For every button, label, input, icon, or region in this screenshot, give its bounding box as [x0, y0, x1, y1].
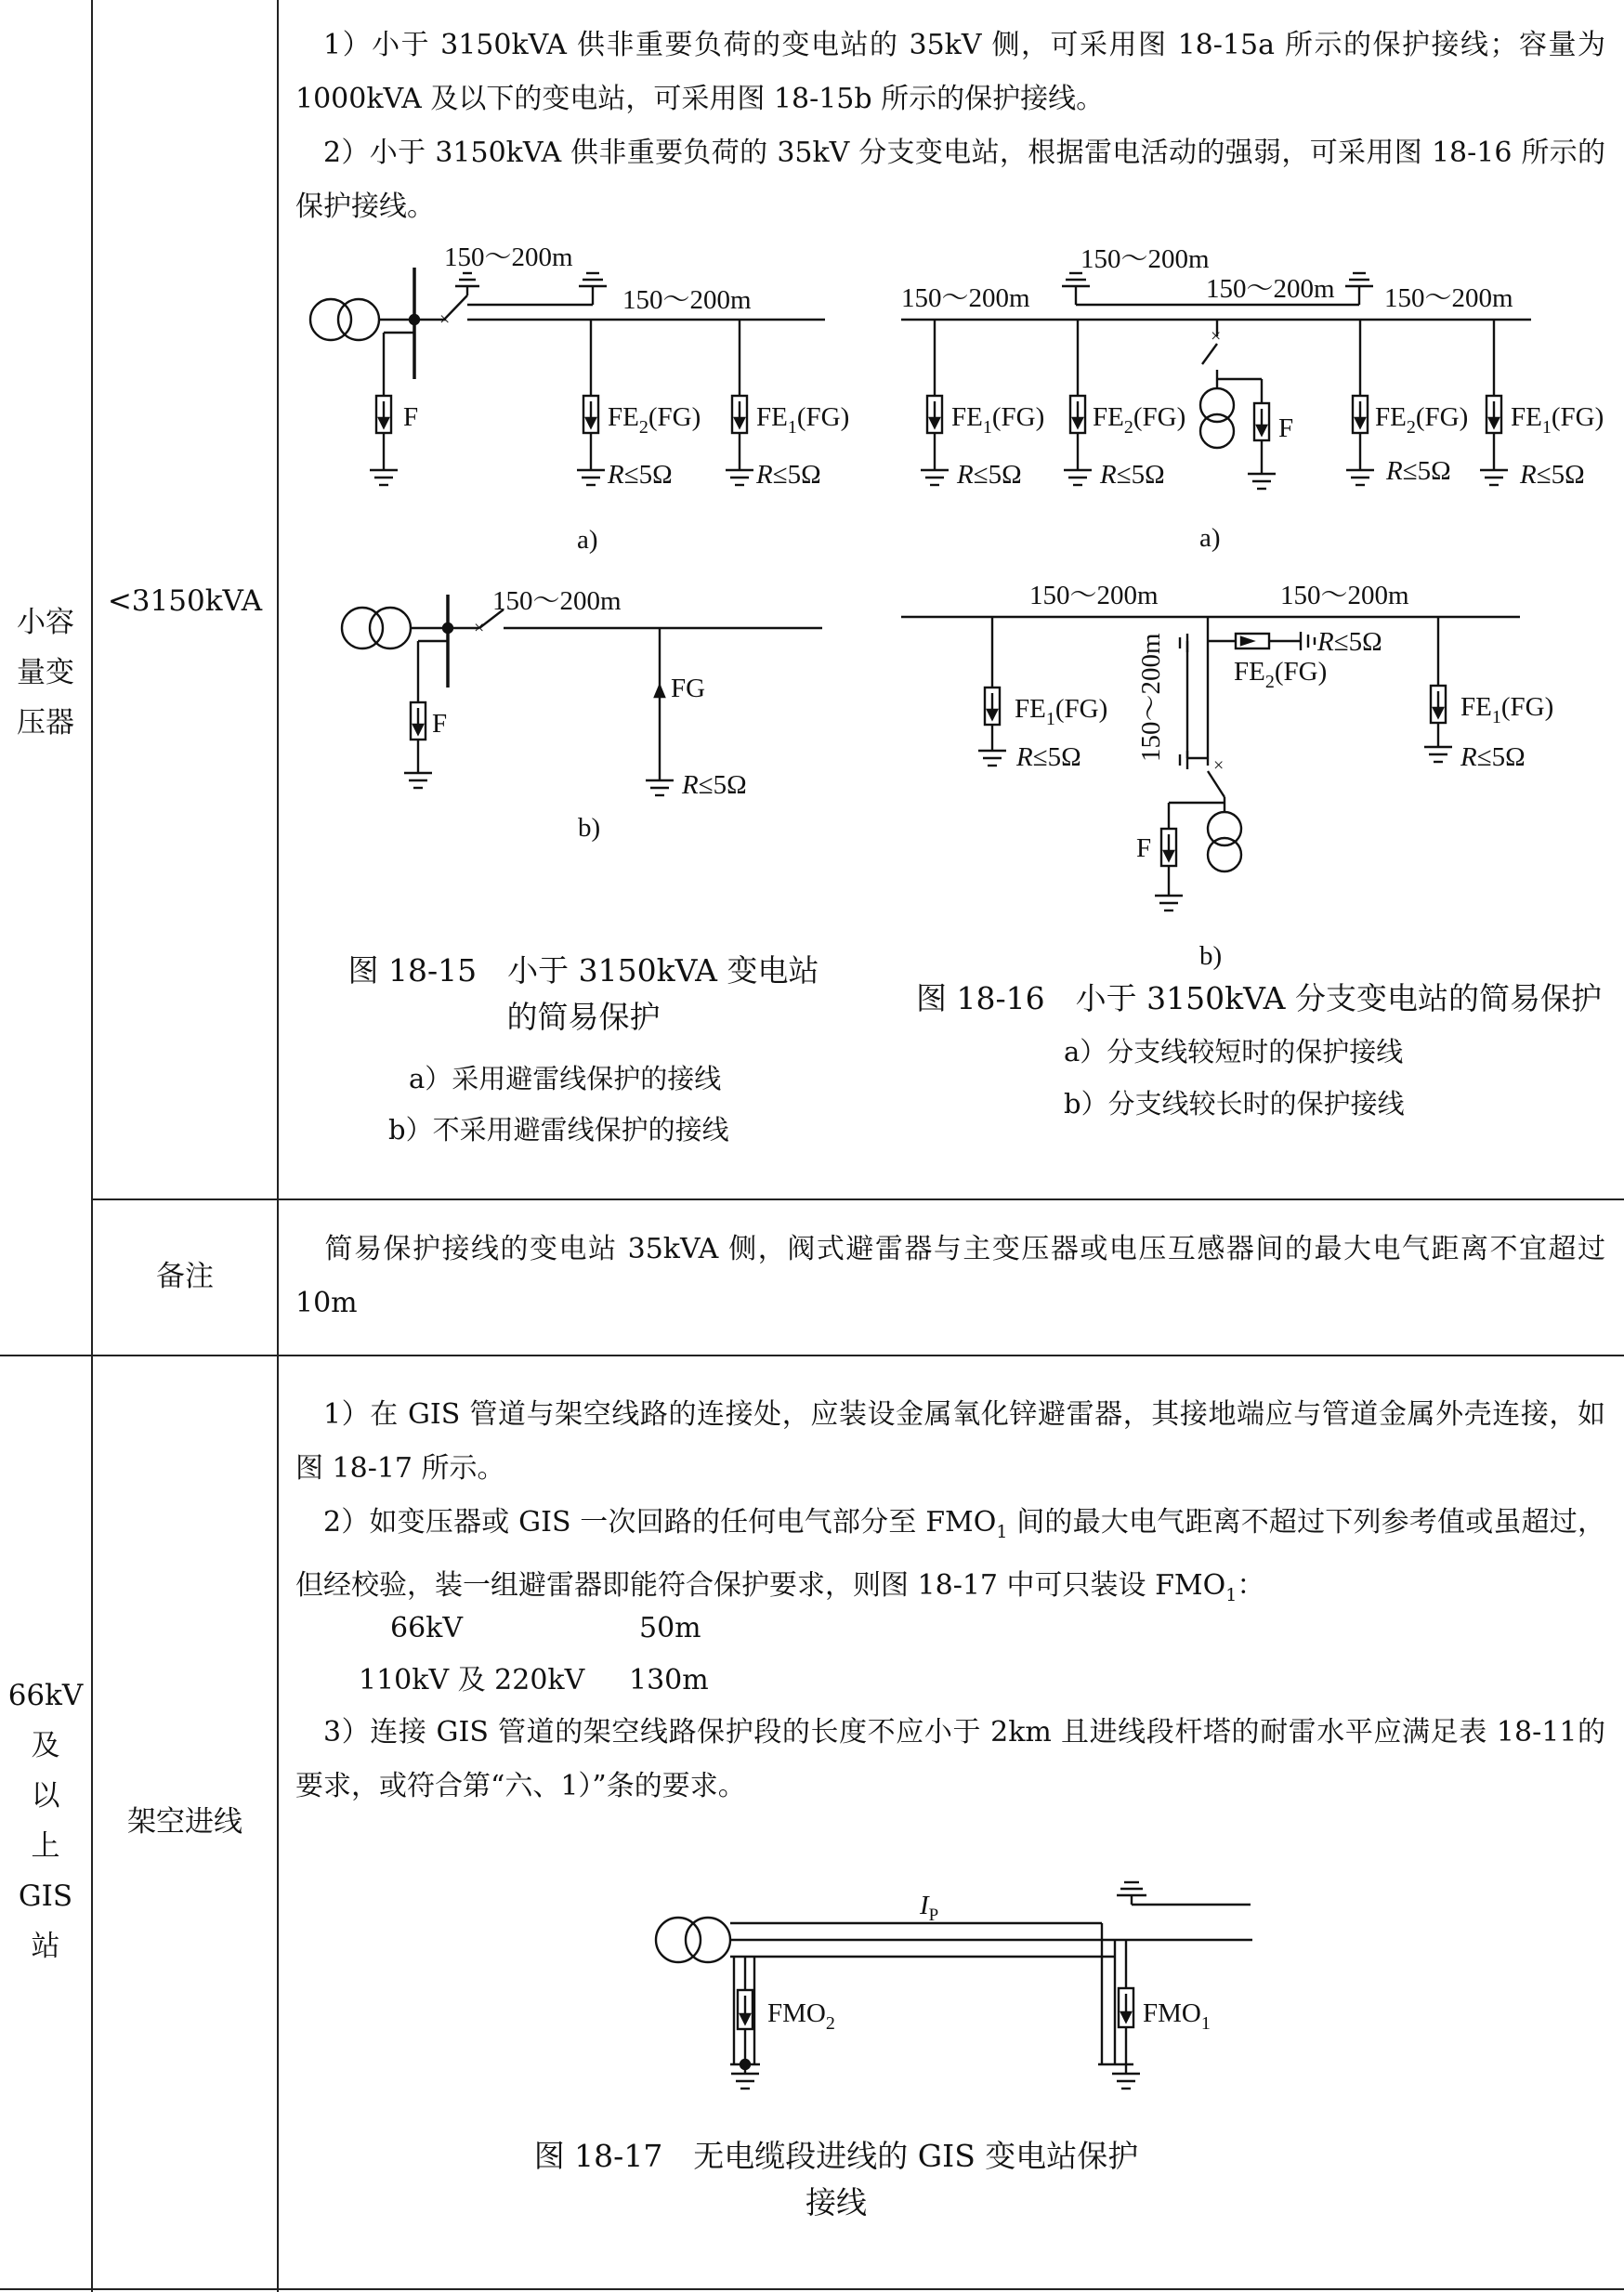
capacity-label: <3150kVA — [107, 584, 263, 618]
arrester-fmo2 — [730, 1957, 835, 2089]
svg-text:150～200m: 150～200m — [1080, 244, 1210, 274]
reference-row-66kv-voltage: 66kV — [390, 1612, 464, 1644]
section2-para2: 2）如变压器或 GIS 一次回路的任何电气部分至 $FMO_1$ 间的最大电气距离不超过下列参考值或虽超过，但经校验，装一组避雷器即能符合保护要求，则图 18-17 中可只装设 $FMO_1$： — [295, 1506, 1605, 1605]
row-divider-remark — [91, 1198, 1624, 1200]
figure-18-16b — [899, 576, 1615, 976]
svg-text:150～200m: 150～200m — [444, 242, 573, 272]
svg-text:150～200m: 150～200m — [1280, 581, 1409, 610]
svg-text:150～200m: 150～200m — [901, 283, 1030, 313]
svg-text:150～200m: 150～200m — [1384, 283, 1513, 313]
figure-18-16-sub-a: a）分支线较短时的保护接线 — [1064, 1036, 1404, 1067]
figure-18-15-sub-a: a）采用避雷线保护的接线 — [409, 1063, 722, 1094]
svg-text:R≤5Ω: R≤5Ω — [756, 460, 821, 490]
table-border-left — [91, 0, 93, 2292]
arrester-fe2-right — [1346, 320, 1468, 486]
figure-18-16a — [899, 240, 1615, 556]
svg-text:F: F — [1278, 413, 1294, 443]
svg-text:FE2(FG): $FE_2(FG)$ — [1093, 402, 1186, 438]
figure-18-15-caption: 图 18-15 小于 3150kVA 变电站 的简易保护 — [347, 952, 819, 1035]
reference-row-110kv-voltage: 110kV 及 220kV — [359, 1664, 585, 1696]
svg-text:IP: $I_P$ — [920, 1891, 939, 1925]
figure-18-15-sub-b: b）不采用避雷线保护的接线 — [388, 1114, 729, 1146]
svg-text:b): b) — [578, 813, 601, 843]
svg-text:×: × — [439, 309, 451, 330]
svg-text:R≤5Ω: R≤5Ω — [1100, 460, 1165, 490]
svg-text:FE1(FG): $FE_1(FG)$ — [1460, 692, 1554, 727]
svg-text:R≤5Ω: R≤5Ω — [608, 460, 673, 490]
arrester-fe1-right — [1480, 320, 1604, 490]
svg-text:FMO2: $FMO_2$ — [767, 1998, 835, 2034]
row-divider-gis — [0, 1355, 1624, 1356]
figure-18-17 — [641, 1858, 1273, 2109]
svg-text:R≤5Ω: R≤5Ω — [957, 460, 1022, 490]
svg-text:FE2(FG): $FE_2(FG)$ — [1234, 657, 1328, 692]
table-border-bottom — [0, 2288, 1624, 2290]
svg-text:R≤5Ω: R≤5Ω — [1016, 742, 1081, 772]
transformer-winding-left — [656, 1918, 701, 1962]
svg-text:150～200m: 150～200m — [622, 285, 752, 315]
svg-text:R≤5Ω: R≤5Ω — [1520, 460, 1585, 490]
category-gis-station: 66kV 及 以 上 GIS 站 — [7, 1679, 84, 1963]
figure-18-16-caption: 图 18-16 小于 3150kVA 分支变电站的简易保护 — [915, 980, 1602, 1016]
remark-text: 简易保护接线的变电站 35kVA 侧，阀式避雷器与主变压器或电压互感器间的最大电气距离不宜超过 10m — [295, 1233, 1605, 1319]
transformer-winding-right — [686, 1918, 730, 1962]
svg-text:FE1(FG): $FE_1(FG)$ — [756, 402, 850, 438]
svg-text:×: × — [474, 618, 485, 638]
svg-text:R≤5Ω: R≤5Ω — [1386, 456, 1451, 486]
svg-text:150～200m: 150～200m — [1029, 581, 1159, 610]
remark-label: 备注 — [156, 1260, 214, 1293]
svg-text:R≤5Ω: R≤5Ω — [682, 770, 747, 800]
section2-para1: 1）在 GIS 管道与架空线路的连接处，应装设金属氧化锌避雷器，其接地端应与管道金属外壳连接，如图 18-17 所示。 — [295, 1398, 1605, 1485]
svg-text:150～200m: 150～200m — [1136, 633, 1166, 762]
section1-para1: 1）小于 3150kVA 供非重要负荷的变电站的 35kV 侧，可采用图 18-15a 所示的保护接线；容量为 1000kVA 及以下的变电站，可采用图 18-15b 所示的保护接线。 — [295, 29, 1605, 115]
reference-row-66kv-distance: 50m — [639, 1612, 701, 1644]
figure-18-17-caption: 图 18-17 无电缆段进线的 GIS 变电站保护接线 — [533, 2138, 1139, 2220]
section2-para3: 3）连接 GIS 管道的架空线路保护段的长度不应小于 2km 且进线段杆塔的耐雷水平应满足表 18-11的要求，或符合第“六、1）”条的要求。 — [295, 1716, 1605, 1802]
svg-text:FE2(FG): $FE_2(FG)$ — [1375, 402, 1469, 438]
arrester-fe1-left — [978, 617, 1107, 772]
figure-18-16-sub-b: b）分支线较长时的保护接线 — [1064, 1088, 1405, 1120]
svg-text:FE2(FG): $FE_2(FG)$ — [608, 402, 701, 438]
section1-para2: 2）小于 3150kVA 供非重要负荷的 35kV 分支变电站，根据雷电活动的强弱，可采用图 18-16 所示的保护接线。 — [295, 137, 1605, 223]
svg-text:150～200m: 150～200m — [1206, 274, 1335, 304]
transformer-winding-right — [338, 299, 379, 340]
arrester-fe1-left — [921, 320, 1044, 490]
category-small-transformer: 小容 量变 压器 — [17, 606, 74, 740]
overhead-line-label: 架空进线 — [127, 1805, 242, 1839]
svg-text:150～200m: 150～200m — [492, 586, 622, 616]
svg-text:b): b) — [1199, 941, 1223, 971]
svg-text:a): a) — [1199, 523, 1221, 553]
arrester-fe1-right — [1424, 617, 1553, 772]
table-border-col2 — [277, 0, 279, 2292]
transformer-winding-right — [370, 608, 411, 648]
branch-transformer — [1200, 320, 1293, 489]
reference-row-110kv-distance: 130m — [629, 1664, 709, 1696]
svg-text:F: F — [403, 402, 419, 432]
svg-text:FMO1: $FMO_1$ — [1143, 1998, 1211, 2034]
svg-text:×: × — [1213, 755, 1225, 776]
figure-18-15b — [325, 576, 845, 855]
svg-text:×: × — [1211, 326, 1222, 347]
svg-text:FG: FG — [671, 674, 706, 703]
svg-text:F: F — [1136, 833, 1152, 863]
figure-18-15a — [295, 240, 871, 556]
svg-text:R≤5Ω: R≤5Ω — [1460, 742, 1526, 772]
svg-text:FE1(FG): $FE_1(FG)$ — [951, 402, 1045, 438]
svg-text:F: F — [432, 709, 448, 739]
svg-text:a): a) — [577, 525, 598, 555]
arrester-fe2-left — [1064, 320, 1185, 490]
svg-text:FE1(FG): $FE_1(FG)$ — [1015, 694, 1108, 729]
svg-text:FE1(FG): $FE_1(FG)$ — [1511, 402, 1604, 438]
svg-text:R≤5Ω: R≤5Ω — [1317, 627, 1382, 657]
